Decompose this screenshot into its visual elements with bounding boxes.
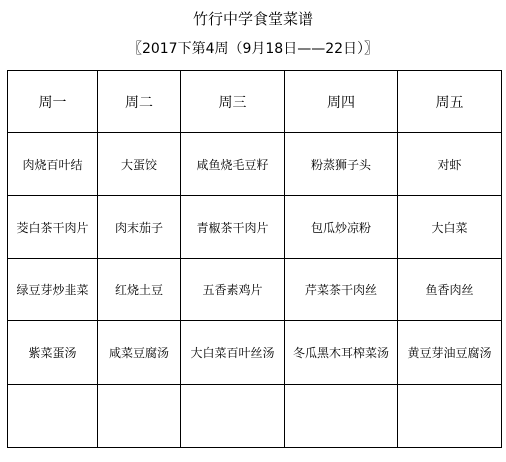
dish-cell: 肉末茄子 — [98, 196, 181, 259]
table-row — [8, 259, 502, 321]
dish-cell: 咸鱼烧毛豆籽 — [181, 133, 285, 196]
table-row — [8, 196, 502, 259]
dish-cell: 鱼香肉丝 — [398, 259, 502, 321]
table-header-row — [8, 71, 502, 133]
dish-cell: 五香素鸡片 — [181, 259, 285, 321]
header-monday: 周一 — [8, 71, 98, 133]
header-friday: 周五 — [398, 71, 502, 133]
empty-cell — [8, 385, 98, 448]
dish-cell: 红烧土豆 — [98, 259, 181, 321]
soup-cell: 紫菜蛋汤 — [8, 321, 98, 385]
menu-subtitle: 〖2017下第4周（9月18日——22日）〗 — [127, 41, 379, 57]
soup-cell: 大白菜百叶丝汤 — [181, 321, 285, 385]
dish-cell: 大蛋饺 — [98, 133, 181, 196]
dish-cell: 对虾 — [398, 133, 502, 196]
dish-cell: 芹菜茶干肉丝 — [285, 259, 398, 321]
table-row — [8, 133, 502, 196]
dish-cell: 绿豆芽炒韭菜 — [8, 259, 98, 321]
dish-cell: 肉烧百叶结 — [8, 133, 98, 196]
empty-cell — [398, 385, 502, 448]
menu-title: 竹行中学食堂菜谱 — [192, 10, 313, 28]
header-wednesday: 周三 — [181, 71, 285, 133]
table-row-empty — [8, 385, 502, 448]
dish-cell: 包瓜炒凉粉 — [285, 196, 398, 259]
menu-table — [7, 70, 502, 448]
soup-cell: 黄豆芽油豆腐汤 — [398, 321, 502, 385]
dish-cell: 青椒茶干肉片 — [181, 196, 285, 259]
empty-cell — [181, 385, 285, 448]
soup-cell: 冬瓜黑木耳榨菜汤 — [285, 321, 398, 385]
header-thursday: 周四 — [285, 71, 398, 133]
header-tuesday: 周二 — [98, 71, 181, 133]
empty-cell — [285, 385, 398, 448]
dish-cell: 粉蒸狮子头 — [285, 133, 398, 196]
soup-cell: 咸菜豆腐汤 — [98, 321, 181, 385]
dish-cell: 茭白茶干肉片 — [8, 196, 98, 259]
dish-cell: 大白菜 — [398, 196, 502, 259]
table-row — [8, 321, 502, 385]
empty-cell — [98, 385, 181, 448]
